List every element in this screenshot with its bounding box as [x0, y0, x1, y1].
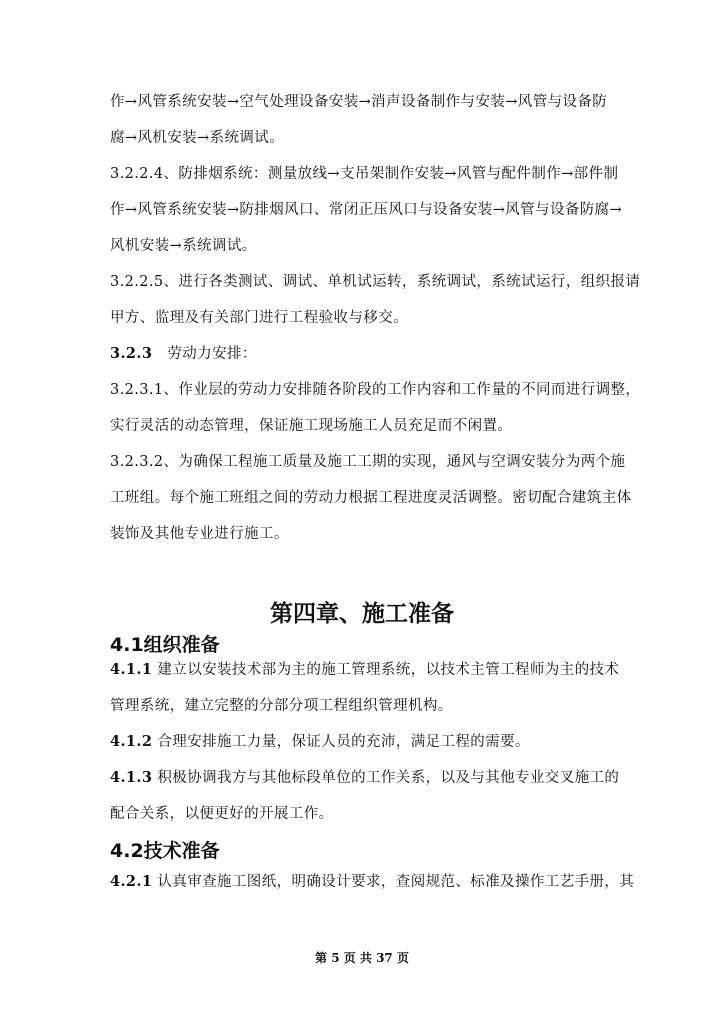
section-heading-4-1: 4.1组织准备 [110, 634, 220, 656]
para-text: 建立以安装技术部为主的施工管理系统，以技术主管工程师为主的技术 [157, 662, 620, 678]
para-number: 4.1.2 [110, 733, 153, 750]
body-line: 风机安装→系统调试。 [110, 238, 257, 254]
body-line: 装饰及其他专业进行施工。 [110, 526, 289, 542]
para-text: 认真审查施工图纸，明确设计要求，查阅规范、标准及操作工艺手册，其 [157, 874, 635, 890]
section-text: 劳动力安排： [167, 346, 257, 362]
para-number: 4.2.1 [110, 873, 153, 890]
para-number: 4.1.1 [110, 661, 153, 678]
body-line: 作→风管系统安装→空气处理设备安装→消声设备制作与安装→风管与设备防 [110, 94, 608, 110]
body-line: 实行灵活的动态管理，保证施工现场施工人员充足而不闲置。 [110, 418, 513, 434]
body-line: 3.2.3.2、为确保工程施工质量及施工工期的实现，通风与空调安装分为两个施 [110, 454, 626, 470]
para-number: 4.1.3 [110, 769, 153, 786]
para-4-1-2 [110, 732, 630, 752]
body-line: 工班组。每个施工班组之间的劳动力根据工程进度灵活调整。密切配合建筑主体 [110, 490, 632, 506]
body-line: 甲方、监理及有关部门进行工程验收与移交。 [110, 310, 408, 326]
body-line: 管理系统，建立完整的分部分项工程组织管理机构。 [110, 698, 453, 714]
para-4-1-3 [110, 768, 630, 788]
page-footer: 第 5 页 共 37 页 [315, 951, 409, 965]
body-line: 配合关系，以便更好的开展工作。 [110, 806, 334, 822]
body-line: 作→风管系统安装→防排烟风口、常闭正压风口与设备安装→风管与设备防腐→ [110, 202, 623, 218]
section-heading-4-2: 4.2技术准备 [110, 840, 220, 862]
body-line: 腐→风机安装→系统调试。 [110, 130, 285, 146]
para-4-1-1 [110, 660, 630, 680]
body-line: 3.2.2.5、进行各类测试、调试、单机试运转，系统调试，系统试运行，组织报请 [110, 274, 641, 290]
section-3-2-3 [110, 344, 630, 364]
body-line: 3.2.3.1、作业层的劳动力安排随各阶段的工作内容和工作量的不同而进行调整， [110, 382, 641, 398]
chapter-title: 第四章、施工准备 [270, 601, 454, 627]
body-line: 3.2.2.4、防排烟系统：测量放线→支吊架制作安装→风管与配件制作→部件制 [110, 166, 619, 182]
para-4-2-1 [110, 872, 635, 892]
section-number: 3.2.3 [110, 345, 153, 362]
para-text: 积极协调我方与其他标段单位的工作关系，以及与其他专业交叉施工的 [157, 770, 620, 786]
para-text: 合理安排施工力量，保证人员的充沛，满足工程的需要。 [157, 734, 530, 750]
